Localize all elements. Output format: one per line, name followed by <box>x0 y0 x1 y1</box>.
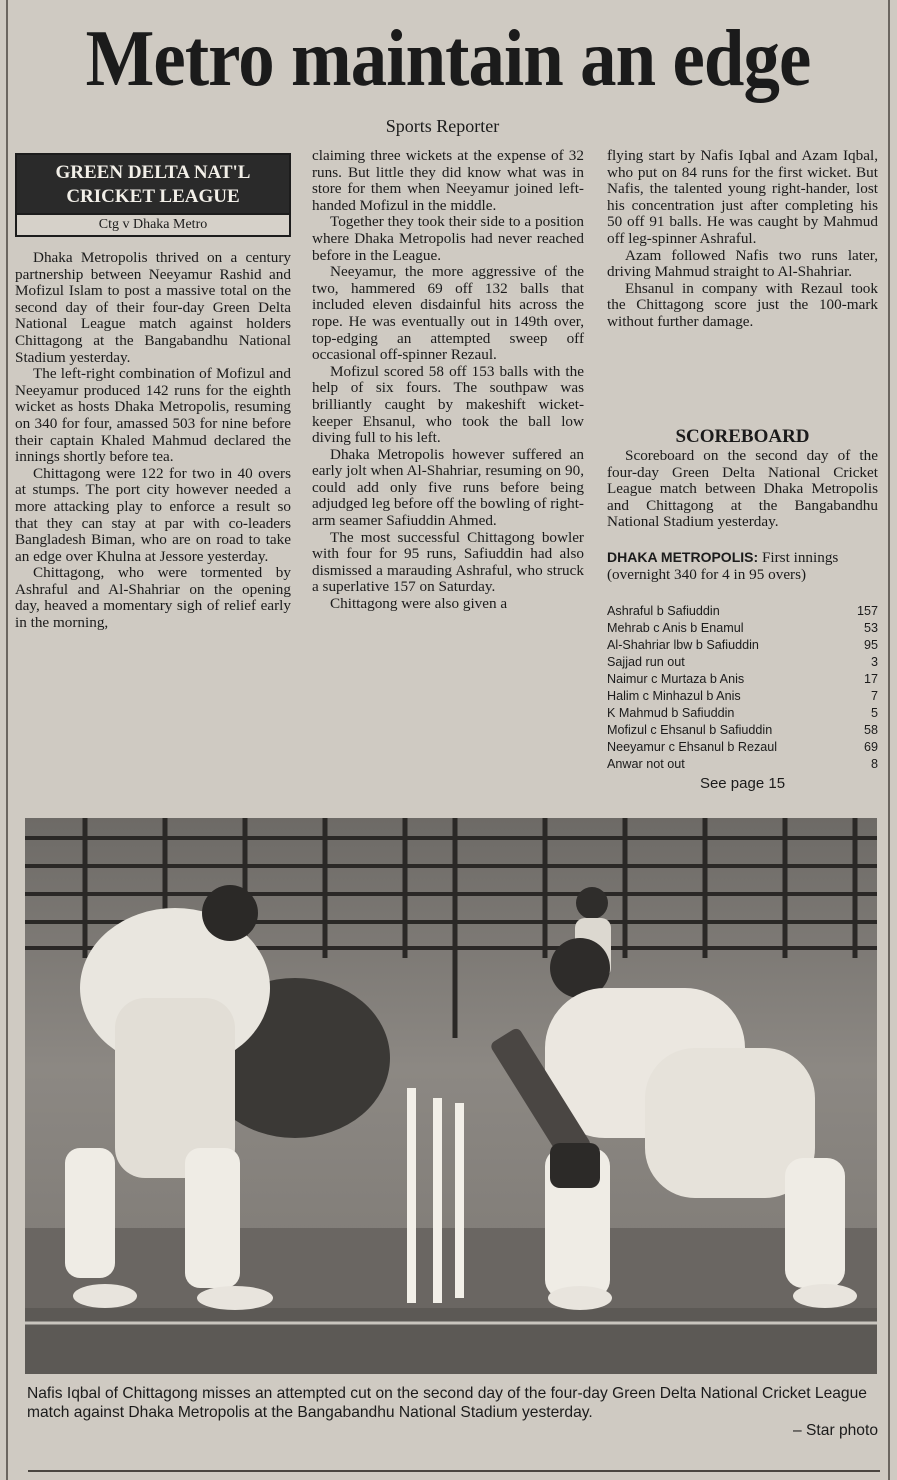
paragraph: flying start by Nafis Iqbal and Azam Iqbal, who put on 84 runs for the first wicket. But Nafis, the talented young right-hander, lost his concentration just after completing his 50 off 91 balls. He was caught by Mahmud off leg-spinner Ashraful. <box>607 147 878 247</box>
scoreboard-row <box>607 739 878 756</box>
scoreboard-row <box>607 603 878 620</box>
batsman-dismissal: Sajjad run out <box>607 655 685 669</box>
scoreboard-table <box>607 603 878 773</box>
scoreboard-row <box>607 688 878 705</box>
article-column-2 <box>312 148 584 613</box>
article-column-3 <box>607 148 878 331</box>
paragraph: Ehsanul in company with Rezaul took the Chittagong score just the 100-mark without further damage. <box>607 279 878 330</box>
scoreboard-row <box>607 671 878 688</box>
team-name: DHAKA METROPOLIS: <box>607 549 759 565</box>
paragraph: Chittagong, who were tormented by Ashraful and Al-Shahriar on the opening day, heaved a momentary sigh of relief early in the morning, <box>15 564 291 632</box>
scoreboard-row <box>607 722 878 739</box>
paragraph: Chittagong were also given a <box>330 595 508 613</box>
scoreboard-row <box>607 705 878 722</box>
paragraph: Dhaka Metropolis thrived on a century partnership between Neeyamur Rashid and Mofizul Islam to post a massive total on the second day of their four-day Green Delta National League match against holders Chittagong at the Bangabandhu National Stadium yesterday. <box>15 249 291 366</box>
paragraph: Together they took their side to a position where Dhaka Metropolis had never reached before in the League. <box>312 213 584 264</box>
batsman-dismissal: Neeyamur c Ehsanul b Rezaul <box>607 740 778 754</box>
page-border-left <box>6 0 8 1480</box>
cricket-photo-icon <box>25 818 877 1374</box>
batsman-dismissal: Halim c Minhazul b Anis <box>607 689 741 703</box>
scoreboard-row <box>607 620 878 637</box>
page-border-right <box>888 0 890 1480</box>
scoreboard-row <box>607 756 878 773</box>
photo-credit: – Star photo <box>793 1422 878 1439</box>
batsman-dismissal: Ashraful b Safiuddin <box>607 604 720 618</box>
batsman-dismissal: Mehrab c Anis b Enamul <box>607 621 744 635</box>
paragraph: The left-right combination of Mofizul and Neeyamur produced 142 runs for the eighth wicket as hosts Dhaka Metropolis, resuming on 340 for four, amassed 503 for nine before their captain Khaled Mahmud declared the innings shortly before tea. <box>15 365 291 466</box>
scoreboard-intro-text: Scoreboard on the second day of the four-day Green Delta National Cricket League match between Dhaka Metropolis and Chittagong at the Bangabandhu National Stadium yesterday. <box>607 447 878 531</box>
batsman-runs: 58 <box>863 723 878 737</box>
batsman-dismissal: Mofizul c Ehsanul b Safiuddin <box>607 723 773 737</box>
batsman-dismissal: Al-Shahriar lbw b Safiuddin <box>607 638 759 652</box>
cricket-photo <box>25 818 877 1374</box>
paragraph: Azam followed Nafis two runs later, driving Mahmud straight to Al-Shahriar. <box>607 246 878 281</box>
team-note: First innings (overnight 340 for 4 in 95 overs) <box>607 549 839 583</box>
batsman-runs: 69 <box>863 740 878 754</box>
league-title: GREEN DELTA NAT'L CRICKET LEAGUE <box>15 153 291 215</box>
scoreboard-row <box>607 637 878 654</box>
paragraph: claiming three wickets at the expense of 32 runs. But little they did know what was in store for them when Neeyamur joined left-handed Mofizul in the middle. <box>312 147 584 214</box>
batsman-dismissal: Naimur c Murtaza b Anis <box>607 672 745 686</box>
paragraph: Dhaka Metropolis however suffered an early jolt when Al-Shahriar, resuming on 90, could add only five runs before being adjudged leg before off the bowling of right-arm seamer Safiuddin Ahmed. <box>312 445 584 530</box>
see-page-note: See page 15 <box>699 775 786 792</box>
scoreboard-title: SCOREBOARD <box>675 426 810 447</box>
batsman-dismissal: Anwar not out <box>607 757 685 771</box>
batsman-runs: 157 <box>856 604 878 618</box>
headline: Metro maintain an edge <box>85 15 811 103</box>
paragraph: The most successful Chittagong bowler with four for 95 runs, Safiuddin had also dismissed a marauding Ashraful, who struck a superlative 157 on Saturday. <box>312 528 584 596</box>
paragraph: Mofizul scored 58 off 153 balls with the help of six fours. The southpaw was brilliantly caught by makeshift wicket-keeper Ehsanul, who took the ball low diving full to his left. <box>312 362 584 447</box>
paragraph: Chittagong were 122 for two in 40 overs at stumps. The port city however needed a more attacking play to enforce a result so that they can stay at par with co-leaders Bangladesh Biman, who are on road to take an edge over Khulna at Jessore yesterday. <box>15 464 291 565</box>
paragraph: Neeyamur, the more aggressive of the two, hammered 69 off 132 balls that included eleven disdainful hits across the rope. He was eventually out in 149th over, top-edging an attempted sweep off occasional off-spinner Rezaul. <box>312 263 584 364</box>
batsman-runs: 8 <box>870 757 878 771</box>
batsman-runs: 17 <box>863 672 878 686</box>
scoreboard-team-line <box>607 549 878 583</box>
batsman-runs: 95 <box>863 638 878 652</box>
league-box <box>15 153 291 237</box>
scoreboard-row <box>607 654 878 671</box>
bottom-rule <box>28 1470 880 1472</box>
batsman-dismissal: K Mahmud b Safiuddin <box>607 706 735 720</box>
photo-caption: Nafis Iqbal of Chittagong misses an attempted cut on the second day of the four-day Green Delta National Cricket League match against Dhaka Metropolis at the Bangabandhu National Stadium yesterday. <box>27 1385 867 1421</box>
batsman-runs: 53 <box>863 621 878 635</box>
byline: Sports Reporter <box>385 116 500 136</box>
league-subtitle: Ctg v Dhaka Metro <box>15 215 291 237</box>
article-column-1 <box>15 250 291 632</box>
batsman-runs: 5 <box>870 706 878 720</box>
scoreboard-intro <box>607 448 878 531</box>
batsman-runs: 7 <box>870 689 878 703</box>
batsman-runs: 3 <box>870 655 878 669</box>
